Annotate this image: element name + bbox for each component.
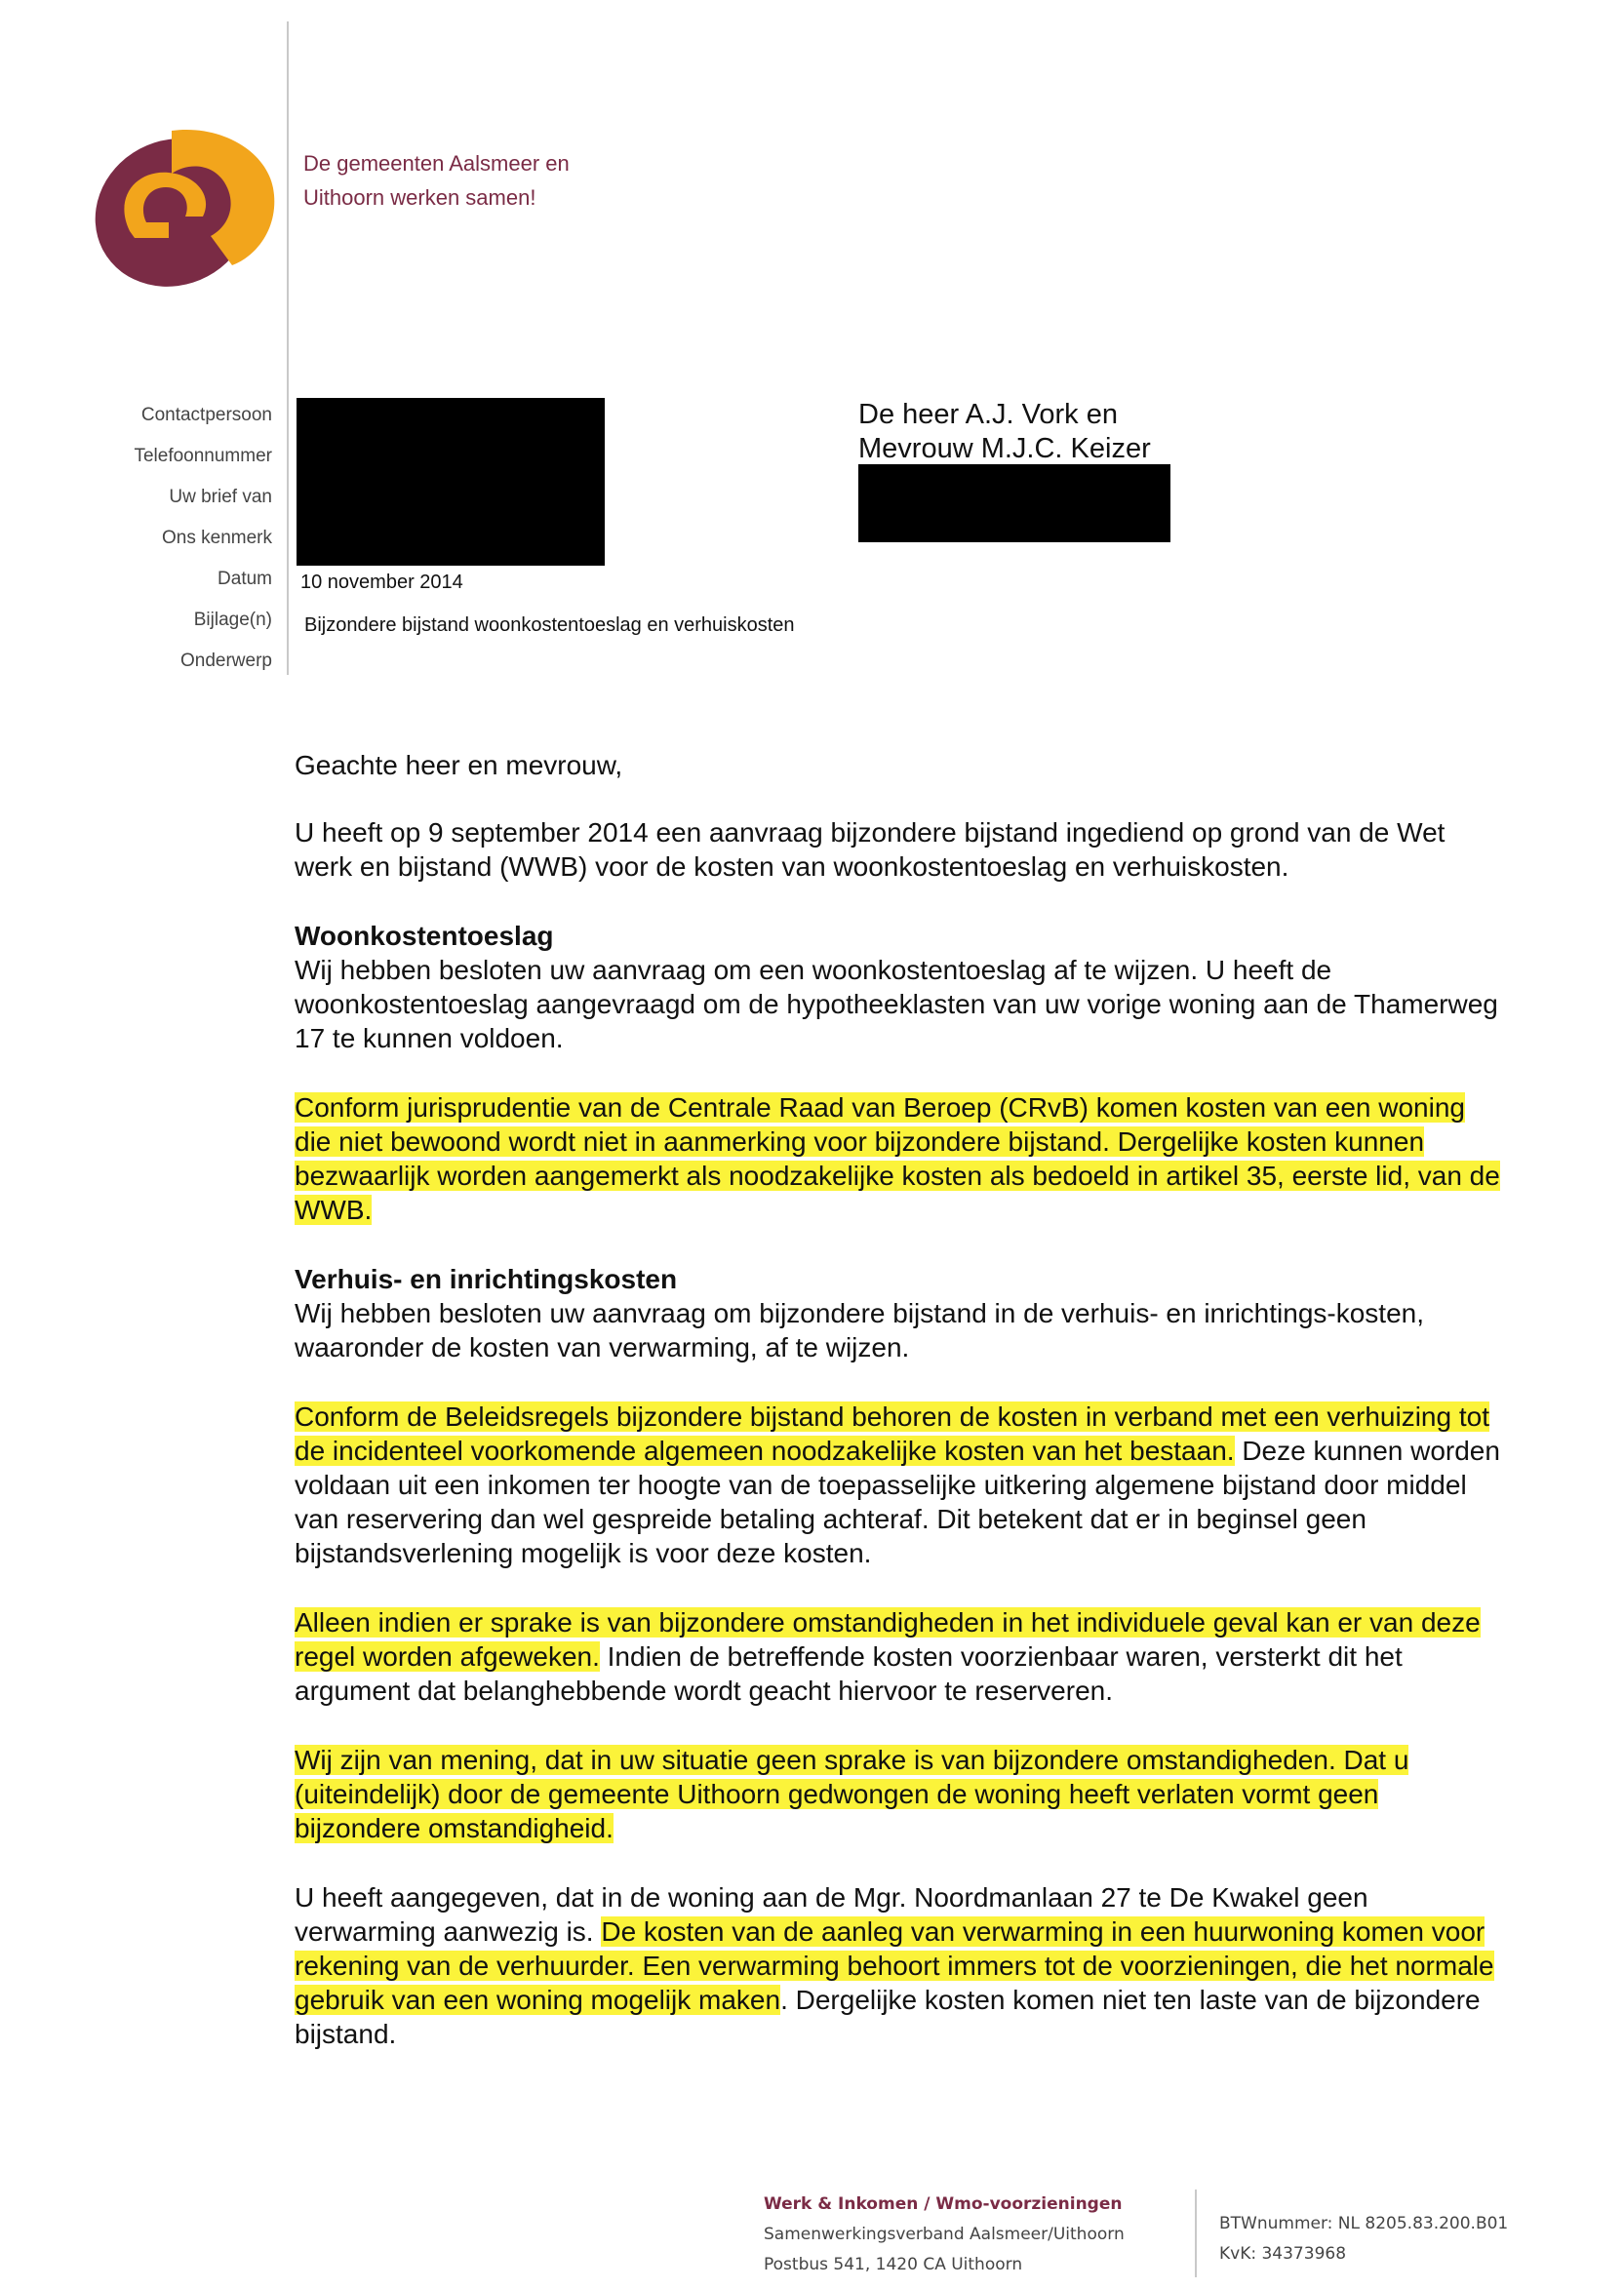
highlight-4: Conform de Beleidsregels bijzondere bijstand behoren de kosten in verband met een verhuizing tot de incidenteel voorkomende algemeen noodzakelijke kosten van het bestaan. bbox=[295, 1401, 1489, 1466]
paragraph-7-end: . Dergelijke kosten komen niet ten laste van de bijzondere bijstand. bbox=[295, 1985, 1481, 2049]
heading-woonkostentoeslag: Woonkostentoeslag bbox=[295, 921, 554, 951]
letter-body bbox=[295, 748, 1504, 2051]
label-bijlagen: Bijlage(n) bbox=[193, 610, 272, 630]
footer-kvk: KvK: 34373968 bbox=[1219, 2244, 1347, 2264]
label-onderwerp: Onderwerp bbox=[180, 651, 272, 671]
label-telefoonnummer: Telefoonnummer bbox=[134, 446, 272, 466]
tagline-line-1: De gemeenten Aalsmeer en bbox=[303, 151, 570, 176]
paragraph-6 bbox=[295, 1743, 1504, 1845]
label-uw-brief-van: Uw brief van bbox=[169, 487, 272, 507]
paragraph-1: Wij hebben besloten uw aanvraag om een woonkostentoeslag af te wijzen. U heeft de woonkostentoeslag aangevraagd om de hypotheeklasten van uw vorige woning aan de Thamerweg 17 te kunnen voldoen. bbox=[295, 955, 1498, 1053]
intro-paragraph: U heeft op 9 september 2014 een aanvraag bijzondere bijstand ingediend op grond van de Wet werk en bijstand (WWB) voor de kosten van woonkostentoeslag en verhuiskosten. bbox=[295, 817, 1446, 882]
highlight-6: Wij zijn van mening, dat in uw situatie geen sprake is van bijzondere omstandigheden. Dat u (uiteindelijk) door de gemeente Uithoorn gedwongen de woning heeft verlaten vormt geen bijzondere omstandigheid. bbox=[295, 1745, 1409, 1843]
redacted-contact-block bbox=[297, 398, 605, 566]
paragraph-2 bbox=[295, 1090, 1504, 1227]
footer-organisation: Samenwerkingsverband Aalsmeer/Uithoorn bbox=[764, 2225, 1125, 2244]
subject-value: Bijzondere bijstand woonkostentoeslag en verhuiskosten bbox=[304, 614, 795, 636]
footer-department: Werk & Inkomen / Wmo-voorzieningen bbox=[764, 2194, 1123, 2214]
recipient-address bbox=[858, 398, 1151, 466]
paragraph-7 bbox=[295, 1880, 1504, 2051]
highlight-7: De kosten van de aanleg van verwarming in een huurwoning komen voor rekening van de verhuurder. Een verwarming behoort immers tot de voorzieningen, die het normale gebruik van een woning mogelijk maken bbox=[295, 1916, 1494, 2015]
paragraph-4 bbox=[295, 1400, 1504, 1570]
footer-divider bbox=[1195, 2190, 1197, 2277]
header-divider bbox=[287, 21, 289, 675]
label-datum: Datum bbox=[218, 569, 272, 589]
footer-postbus: Postbus 541, 1420 CA Uithoorn bbox=[764, 2255, 1023, 2274]
paragraph-7-start: U heeft aangegeven, dat in de woning aan de Mgr. Noordmanlaan 27 te De Kwakel geen verwarming aanwezig is. bbox=[295, 1882, 1368, 1947]
recipient-line-2: Mevrouw M.J.C. Keizer bbox=[858, 433, 1151, 464]
meta-labels bbox=[134, 395, 272, 682]
date-value: 10 november 2014 bbox=[300, 572, 463, 593]
gemeente-logo bbox=[76, 119, 281, 295]
salutation: Geachte heer en mevrouw, bbox=[295, 750, 623, 780]
heading-verhuiskosten: Verhuis- en inrichtingskosten bbox=[295, 1264, 678, 1294]
paragraph-5 bbox=[295, 1605, 1504, 1708]
recipient-line-1: De heer A.J. Vork en bbox=[858, 399, 1118, 430]
footer-address bbox=[764, 2190, 1125, 2280]
label-ons-kenmerk: Ons kenmerk bbox=[162, 528, 272, 548]
label-contactpersoon: Contactpersoon bbox=[140, 405, 272, 425]
paragraph-4-rest: Deze kunnen worden voldaan uit een inkomen ter hoogte van de toepasselijke uitkering algemene bijstand door middel van reservering dan wel gespreide betaling achteraf. Dit betekent dat er in beginsel geen bijstandsverlening mogelijk is voor deze kosten. bbox=[295, 1436, 1500, 1568]
highlight-5: Alleen indien er sprake is van bijzondere omstandigheden in het individuele geval kan er van deze regel worden afgeweken. bbox=[295, 1607, 1481, 1672]
footer-btw: BTWnummer: NL 8205.83.200.B01 bbox=[1219, 2214, 1509, 2233]
tagline-line-2: Uithoorn werken samen! bbox=[303, 185, 536, 210]
highlight-2: Conform jurisprudentie van de Centrale Raad van Beroep (CRvB) komen kosten van een woning die niet bewoond wordt niet in aanmerking voor bijzondere bijstand. Dergelijke kosten kunnen bezwaarlijk worden aangemerkt als noodzakelijke kosten als bedoeld in artikel 35, eerste lid, van de WWB. bbox=[295, 1092, 1500, 1225]
paragraph-5-rest: Indien de betreffende kosten voorzienbaar waren, versterkt dit het argument dat belanghebbende wordt geacht hiervoor te reserveren. bbox=[295, 1641, 1403, 1706]
footer-registration bbox=[1219, 2209, 1508, 2269]
redacted-address-block bbox=[858, 464, 1170, 542]
tagline bbox=[303, 146, 570, 215]
paragraph-3: Wij hebben besloten uw aanvraag om bijzondere bijstand in de verhuis- en inrichtings-kosten, waaronder de kosten van verwarming, af te wijzen. bbox=[295, 1298, 1424, 1362]
